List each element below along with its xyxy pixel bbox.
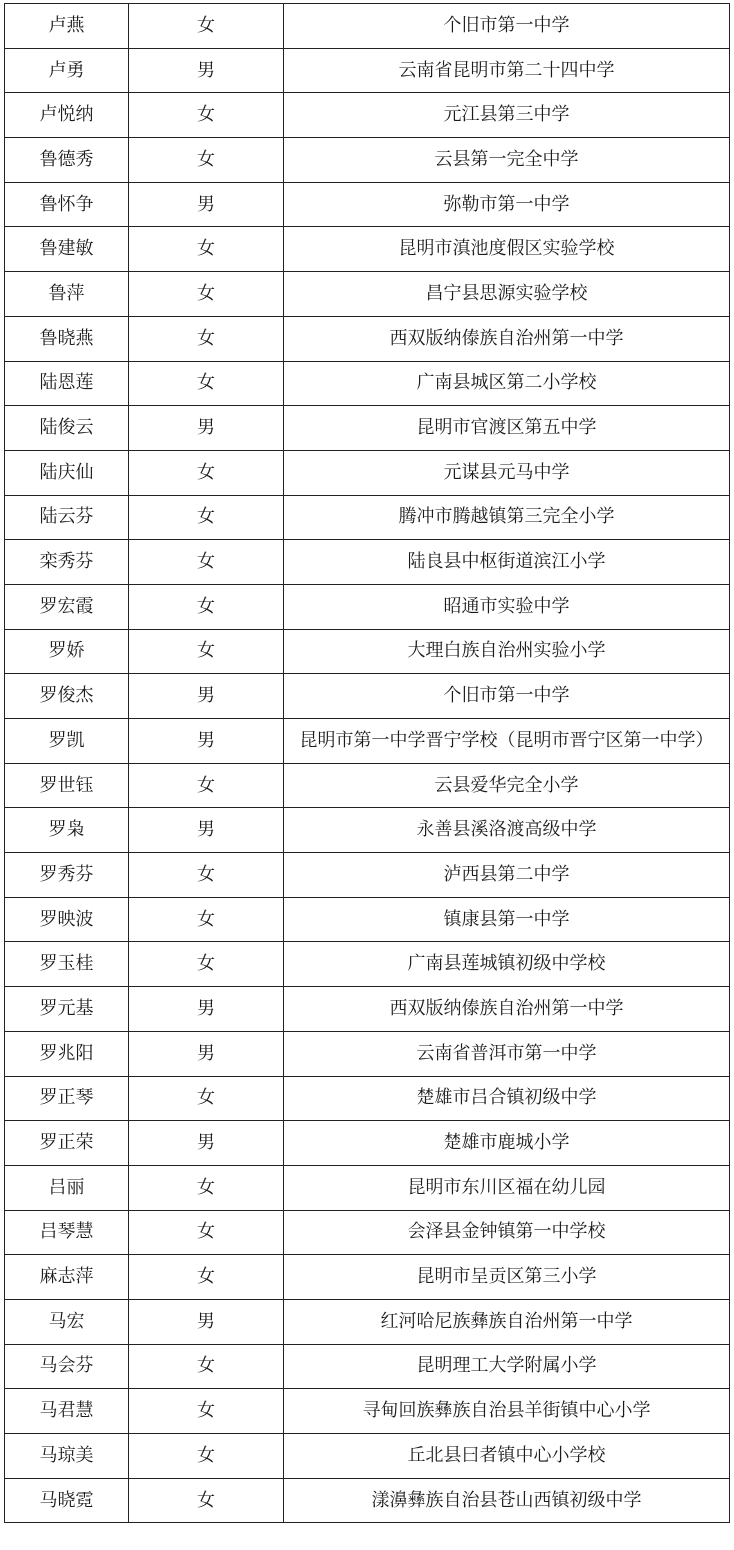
name-cell: 马会芬 bbox=[5, 1344, 129, 1389]
name-cell: 鲁建敏 bbox=[5, 227, 129, 272]
name-cell: 马晓霓 bbox=[5, 1478, 129, 1523]
name-cell: 栾秀芬 bbox=[5, 540, 129, 585]
school-cell: 昭通市实验中学 bbox=[284, 584, 730, 629]
gender-cell: 男 bbox=[129, 1121, 284, 1166]
gender-cell: 男 bbox=[129, 674, 284, 719]
table-row bbox=[5, 763, 730, 808]
school-cell: 昆明理工大学附属小学 bbox=[284, 1344, 730, 1389]
name-cell: 鲁晓燕 bbox=[5, 316, 129, 361]
gender-cell: 女 bbox=[129, 93, 284, 138]
gender-cell: 女 bbox=[129, 138, 284, 183]
name-cell: 罗世钰 bbox=[5, 763, 129, 808]
gender-cell: 女 bbox=[129, 450, 284, 495]
name-cell: 罗映波 bbox=[5, 897, 129, 942]
table-row bbox=[5, 674, 730, 719]
table-row bbox=[5, 406, 730, 451]
gender-cell: 男 bbox=[129, 1299, 284, 1344]
school-cell: 大理白族自治州实验小学 bbox=[284, 629, 730, 674]
name-cell: 马琼美 bbox=[5, 1434, 129, 1479]
name-cell: 罗正荣 bbox=[5, 1121, 129, 1166]
school-cell: 陆良县中枢街道滨江小学 bbox=[284, 540, 730, 585]
table-row bbox=[5, 138, 730, 183]
table-row bbox=[5, 1165, 730, 1210]
gender-cell: 男 bbox=[129, 48, 284, 93]
gender-cell: 女 bbox=[129, 1478, 284, 1523]
school-cell: 漾濞彝族自治县苍山西镇初级中学 bbox=[284, 1478, 730, 1523]
table-row bbox=[5, 1299, 730, 1344]
school-cell: 泸西县第二中学 bbox=[284, 853, 730, 898]
name-cell: 陆俊云 bbox=[5, 406, 129, 451]
gender-cell: 女 bbox=[129, 763, 284, 808]
table-row bbox=[5, 227, 730, 272]
school-cell: 云县爱华完全小学 bbox=[284, 763, 730, 808]
table-row bbox=[5, 1255, 730, 1300]
table-row bbox=[5, 272, 730, 317]
gender-cell: 女 bbox=[129, 4, 284, 49]
name-cell: 陆恩莲 bbox=[5, 361, 129, 406]
gender-cell: 女 bbox=[129, 1165, 284, 1210]
gender-cell: 男 bbox=[129, 1031, 284, 1076]
table-row bbox=[5, 853, 730, 898]
school-cell: 永善县溪洛渡高级中学 bbox=[284, 808, 730, 853]
school-cell: 昆明市呈贡区第三小学 bbox=[284, 1255, 730, 1300]
table-row bbox=[5, 629, 730, 674]
name-cell: 罗娇 bbox=[5, 629, 129, 674]
school-cell: 红河哈尼族彝族自治州第一中学 bbox=[284, 1299, 730, 1344]
table-row bbox=[5, 450, 730, 495]
school-cell: 西双版纳傣族自治州第一中学 bbox=[284, 316, 730, 361]
school-cell: 镇康县第一中学 bbox=[284, 897, 730, 942]
school-cell: 腾冲市腾越镇第三完全小学 bbox=[284, 495, 730, 540]
table-row bbox=[5, 942, 730, 987]
name-cell: 卢悦纳 bbox=[5, 93, 129, 138]
name-cell: 鲁怀争 bbox=[5, 182, 129, 227]
school-cell: 昆明市官渡区第五中学 bbox=[284, 406, 730, 451]
gender-cell: 女 bbox=[129, 1255, 284, 1300]
gender-cell: 女 bbox=[129, 942, 284, 987]
gender-cell: 女 bbox=[129, 1344, 284, 1389]
name-cell: 罗玉桂 bbox=[5, 942, 129, 987]
gender-cell: 女 bbox=[129, 540, 284, 585]
name-cell: 鲁萍 bbox=[5, 272, 129, 317]
table-row bbox=[5, 1344, 730, 1389]
name-cell: 吕丽 bbox=[5, 1165, 129, 1210]
name-cell: 罗元基 bbox=[5, 987, 129, 1032]
gender-cell: 女 bbox=[129, 1076, 284, 1121]
table-row bbox=[5, 1478, 730, 1523]
school-cell: 云南省昆明市第二十四中学 bbox=[284, 48, 730, 93]
school-cell: 弥勒市第一中学 bbox=[284, 182, 730, 227]
name-cell: 马君慧 bbox=[5, 1389, 129, 1434]
gender-cell: 男 bbox=[129, 987, 284, 1032]
school-cell: 个旧市第一中学 bbox=[284, 674, 730, 719]
table-row bbox=[5, 719, 730, 764]
school-cell: 元江县第三中学 bbox=[284, 93, 730, 138]
name-cell: 罗正琴 bbox=[5, 1076, 129, 1121]
school-cell: 昆明市东川区福在幼儿园 bbox=[284, 1165, 730, 1210]
school-cell: 楚雄市鹿城小学 bbox=[284, 1121, 730, 1166]
name-cell: 卢勇 bbox=[5, 48, 129, 93]
gender-cell: 男 bbox=[129, 808, 284, 853]
gender-cell: 男 bbox=[129, 719, 284, 764]
name-cell: 罗兆阳 bbox=[5, 1031, 129, 1076]
gender-cell: 女 bbox=[129, 361, 284, 406]
gender-cell: 男 bbox=[129, 406, 284, 451]
gender-cell: 女 bbox=[129, 629, 284, 674]
school-cell: 昆明市滇池度假区实验学校 bbox=[284, 227, 730, 272]
gender-cell: 女 bbox=[129, 897, 284, 942]
table-row bbox=[5, 93, 730, 138]
gender-cell: 女 bbox=[129, 1210, 284, 1255]
school-cell: 云县第一完全中学 bbox=[284, 138, 730, 183]
school-cell: 元谋县元马中学 bbox=[284, 450, 730, 495]
school-cell: 丘北县曰者镇中心小学校 bbox=[284, 1434, 730, 1479]
school-cell: 昌宁县思源实验学校 bbox=[284, 272, 730, 317]
school-cell: 昆明市第一中学晋宁学校（昆明市晋宁区第一中学） bbox=[284, 719, 730, 764]
name-cell: 陆庆仙 bbox=[5, 450, 129, 495]
gender-cell: 女 bbox=[129, 1389, 284, 1434]
school-cell: 寻甸回族彝族自治县羊街镇中心小学 bbox=[284, 1389, 730, 1434]
name-cell: 罗枭 bbox=[5, 808, 129, 853]
table-row bbox=[5, 987, 730, 1032]
name-cell: 罗秀芬 bbox=[5, 853, 129, 898]
gender-cell: 女 bbox=[129, 1434, 284, 1479]
name-cell: 吕琴慧 bbox=[5, 1210, 129, 1255]
gender-cell: 女 bbox=[129, 316, 284, 361]
name-cell: 马宏 bbox=[5, 1299, 129, 1344]
table-row bbox=[5, 808, 730, 853]
name-cell: 罗宏霞 bbox=[5, 584, 129, 629]
school-cell: 云南省普洱市第一中学 bbox=[284, 1031, 730, 1076]
school-cell: 广南县城区第二小学校 bbox=[284, 361, 730, 406]
table-row bbox=[5, 316, 730, 361]
school-cell: 楚雄市吕合镇初级中学 bbox=[284, 1076, 730, 1121]
table-row bbox=[5, 182, 730, 227]
table-row bbox=[5, 1434, 730, 1479]
table-row bbox=[5, 4, 730, 49]
school-cell: 西双版纳傣族自治州第一中学 bbox=[284, 987, 730, 1032]
name-cell: 罗俊杰 bbox=[5, 674, 129, 719]
gender-cell: 女 bbox=[129, 584, 284, 629]
name-cell: 罗凯 bbox=[5, 719, 129, 764]
gender-cell: 女 bbox=[129, 853, 284, 898]
school-cell: 会泽县金钟镇第一中学校 bbox=[284, 1210, 730, 1255]
gender-cell: 女 bbox=[129, 495, 284, 540]
roster-table bbox=[4, 3, 730, 1523]
table-row bbox=[5, 584, 730, 629]
table-row bbox=[5, 540, 730, 585]
name-cell: 卢燕 bbox=[5, 4, 129, 49]
table-row bbox=[5, 48, 730, 93]
name-cell: 麻志萍 bbox=[5, 1255, 129, 1300]
table-row bbox=[5, 897, 730, 942]
table-row bbox=[5, 1031, 730, 1076]
name-cell: 陆云芬 bbox=[5, 495, 129, 540]
school-cell: 广南县莲城镇初级中学校 bbox=[284, 942, 730, 987]
table-row bbox=[5, 361, 730, 406]
gender-cell: 女 bbox=[129, 227, 284, 272]
table-row bbox=[5, 1210, 730, 1255]
table-row bbox=[5, 1121, 730, 1166]
school-cell: 个旧市第一中学 bbox=[284, 4, 730, 49]
name-cell: 鲁德秀 bbox=[5, 138, 129, 183]
roster-table-body bbox=[5, 4, 730, 1523]
gender-cell: 女 bbox=[129, 272, 284, 317]
table-row bbox=[5, 1076, 730, 1121]
table-row bbox=[5, 495, 730, 540]
table-row bbox=[5, 1389, 730, 1434]
gender-cell: 男 bbox=[129, 182, 284, 227]
